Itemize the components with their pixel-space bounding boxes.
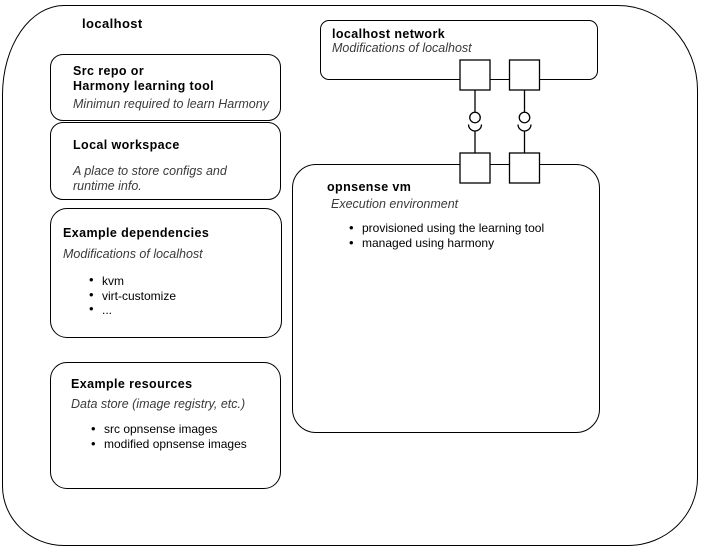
example-resources-list — [91, 422, 247, 453]
list-item: • virt-customize — [89, 289, 176, 304]
example-dependencies-box — [50, 208, 282, 338]
example-resources-subtitle: Data store (image registry, etc.) — [71, 397, 246, 411]
list-item: • managed using harmony — [349, 236, 544, 251]
localhost-network-title: localhost network — [332, 27, 446, 41]
opnsense-vm-subtitle: Execution environment — [331, 197, 459, 211]
list-item: • provisioned using the learning tool — [349, 221, 544, 236]
src-repo-title-line1: Src repo or — [73, 64, 145, 78]
opnsense-vm-box — [292, 164, 600, 433]
localhost-network-box — [320, 20, 598, 80]
example-dependencies-subtitle: Modifications of localhost — [63, 247, 203, 261]
example-dependencies-list — [89, 274, 176, 318]
list-item: • kvm — [89, 274, 176, 289]
example-resources-box — [50, 362, 281, 489]
example-dependencies-title: Example dependencies — [63, 226, 210, 240]
src-repo-box — [50, 54, 281, 121]
opnsense-vm-list — [349, 221, 544, 252]
local-workspace-box — [50, 122, 281, 200]
opnsense-vm-title: opnsense vm — [327, 180, 412, 194]
local-workspace-subtitle-line2: runtime info. — [73, 179, 142, 193]
list-item: • ... — [89, 303, 176, 318]
local-workspace-title: Local workspace — [73, 138, 180, 152]
localhost-label: localhost — [82, 16, 143, 31]
example-resources-title: Example resources — [71, 377, 193, 391]
src-repo-title-line2: Harmony learning tool — [73, 79, 215, 93]
localhost-network-subtitle: Modifications of localhost — [332, 41, 472, 55]
src-repo-subtitle: Minimun required to learn Harmony — [73, 97, 269, 111]
list-item: • modified opnsense images — [91, 437, 247, 452]
list-item: • src opnsense images — [91, 422, 247, 437]
local-workspace-subtitle-line1: A place to store configs and — [73, 164, 227, 178]
